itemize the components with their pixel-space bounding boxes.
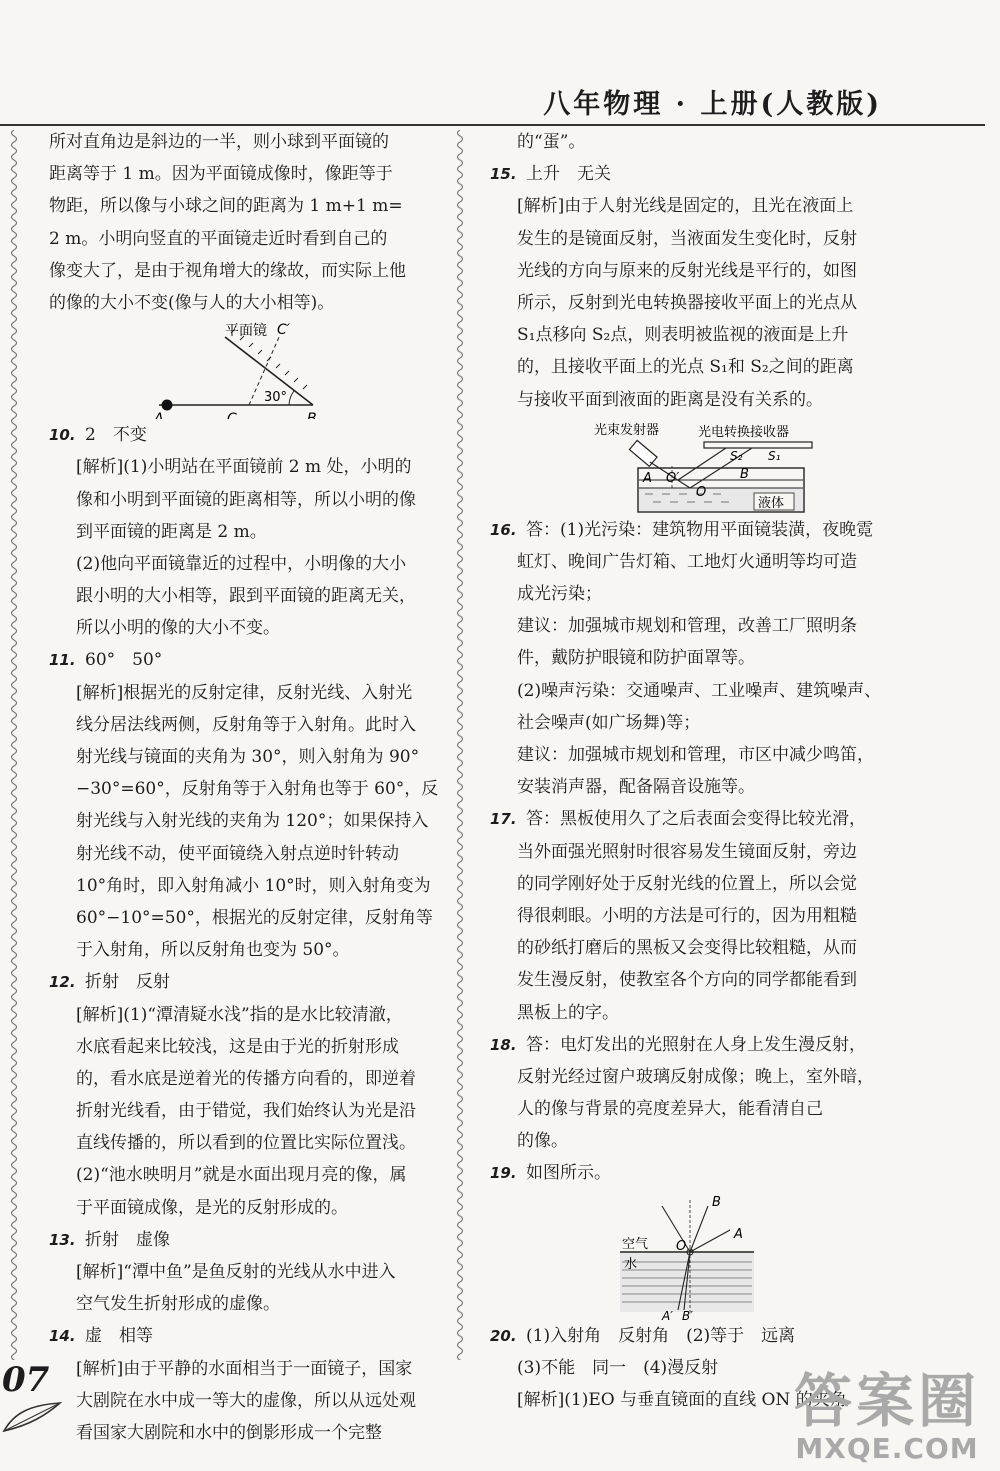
- receiver-label: 光电转换接收器: [698, 424, 790, 440]
- b-label: B: [307, 411, 317, 420]
- watermark: [793, 1367, 980, 1465]
- c-prime-label: C′: [277, 322, 290, 339]
- text-line: 建议：加强城市规划和管理，改善工厂照明条: [517, 616, 857, 637]
- question-20: [490, 1320, 890, 1352]
- question-number: 20.: [490, 1326, 517, 1345]
- text-line: 件，戴防护眼镜和防护面罩等。: [517, 648, 755, 669]
- answer: 60° 50°: [85, 650, 163, 671]
- text-line: [解析](1)EO 与垂直镜面的直线 ON 的夹角: [517, 1390, 847, 1410]
- text-line: 成光污染；: [517, 584, 602, 605]
- watermark-url: MXQE.COM: [795, 1432, 979, 1465]
- water-label: 水: [624, 1256, 638, 1272]
- text-line: −30°=60°，反射角等于入射角也等于 60°，反: [76, 779, 439, 800]
- text-line: 大剧院在水中成一等大的虚像，所以从远处观: [76, 1390, 416, 1411]
- watermark-main: 答案圈: [793, 1367, 980, 1435]
- question-number: 17.: [490, 810, 517, 829]
- text-line: 射光线不动，使平面镜绕入射点逆时针转动: [76, 843, 399, 864]
- text-line: 距离等于 1 m。因为平面镜成像时，像距等于: [49, 164, 393, 185]
- text-line: (2)他向平面镜靠近的过程中，小明像的大小: [76, 553, 407, 574]
- question-11: [49, 644, 439, 676]
- text-line: 的砂纸打磨后的黑板又会变得比较粗糙，从而: [517, 938, 857, 959]
- middle-wavy-border: [454, 130, 466, 1360]
- question-16: [490, 514, 890, 546]
- question-18: [490, 1029, 890, 1061]
- answer: 答：(1)光污染：建筑物用平面镜装潢，夜晚霓: [526, 519, 874, 540]
- text-line: 的，且接收平面上的光点 S₁和 S₂之间的距离: [517, 357, 854, 378]
- text-line: (2)“池水映明月”就是水面出现月亮的像，属: [76, 1165, 407, 1186]
- text-line: [解析](1)“潭清疑水浅”指的是水比较清澈，: [76, 1004, 403, 1025]
- text-line: 所对直角边是斜边的一半，则小球到平面镜的: [49, 132, 389, 152]
- text-line: 与接收平面到液面的距离是没有关系的。: [517, 389, 823, 410]
- question-10: [49, 419, 439, 451]
- text-line: 60°−10°=50°，根据光的反射定律，反射角等: [76, 907, 433, 928]
- question-17: [490, 803, 890, 835]
- a-label: A: [154, 411, 164, 420]
- text-line: [解析]“潭中鱼”是鱼反射的光线从水中进入: [76, 1262, 396, 1282]
- text-line: 社会噪声(如广场舞)等；: [517, 712, 701, 733]
- left-column: [49, 126, 439, 1449]
- text-line: 线分居法线两侧，反射角等于入射角。此时入: [76, 714, 416, 735]
- text-line: 2 m。小明向竖直的平面镜走近时看到自己的: [49, 228, 388, 249]
- answer: 折射 虚像: [85, 1229, 170, 1250]
- question-number: 10.: [49, 426, 76, 445]
- s2-label: S₂: [730, 448, 743, 463]
- answer: 如图所示。: [526, 1163, 611, 1184]
- text-line: 黑板上的字。: [517, 1002, 619, 1023]
- o-prime-label: O′: [666, 470, 680, 486]
- a-label: A: [734, 1226, 743, 1242]
- question-number: 14.: [49, 1327, 76, 1346]
- answer: (1)入射角 反射角 (2)等于 远离: [526, 1325, 796, 1346]
- answer: 2 不变: [85, 425, 147, 446]
- question-number: 16.: [490, 520, 517, 539]
- s1-label: S₁: [768, 448, 781, 463]
- text-line: 于入射角，所以反射角也变为 50°。: [76, 940, 350, 961]
- text-line: 得很刺眼。小明的方法是可行的，因为用粗糙: [517, 905, 857, 926]
- answer: 折射 反射: [85, 972, 170, 993]
- text-line: 于平面镜成像，是光的反射形成的。: [76, 1197, 348, 1218]
- answer: 答：电灯发出的光照射在人身上发生漫反射，: [526, 1034, 866, 1055]
- text-line: 的，看水底是逆着光的传播方向看的，即逆着: [76, 1068, 416, 1089]
- text-line: 跟小明的大小相等，跟到平面镜的距离无关，: [76, 586, 416, 607]
- answer: 答：黑板使用久了之后表面会变得比较光滑，: [526, 809, 866, 830]
- o-label: O: [676, 1238, 687, 1254]
- text-line: 的“蛋”。: [517, 132, 586, 152]
- o-label: O: [696, 484, 707, 500]
- page-number: 07: [2, 1360, 50, 1400]
- text-line: 的像的大小不变(像与人的大小相等)。: [49, 292, 335, 313]
- angle-label: 30°: [264, 390, 288, 406]
- text-line: 反射光经过窗户玻璃反射成像；晚上，室外暗，: [517, 1066, 874, 1087]
- text-line: [解析]根据光的反射定律，反射光线、入射光: [76, 682, 413, 703]
- text-line: 发生漫反射，使教室各个方向的同学都能看到: [517, 970, 857, 991]
- text-line: 看国家大剧院和水中的倒影形成一个完整: [76, 1422, 382, 1443]
- text-line: 到平面镜的距离是 2 m。: [76, 521, 267, 542]
- text-line: 射光线与镜面的夹角为 30°，则入射角为 90°: [76, 747, 420, 767]
- text-line: 所以小明的像的大小不变。: [76, 618, 280, 639]
- header-title: 八年物理 · 上册(人教版): [543, 89, 882, 120]
- text-line: (2)噪声污染：交通噪声、工业噪声、建筑噪声、: [517, 680, 882, 701]
- question-number: 15.: [490, 165, 517, 184]
- right-column: [490, 126, 890, 1416]
- text-line: 的同学刚好处于反射光线的位置上，所以会觉: [517, 873, 857, 894]
- b-label: B: [712, 1194, 721, 1210]
- b-label: B: [740, 466, 749, 482]
- question-number: 13.: [49, 1230, 76, 1249]
- text-line: 虹灯、晚间广告灯箱、工地灯火通明等均可造: [517, 551, 857, 572]
- liquid-level-figure: [490, 416, 890, 514]
- text-line: 折射光线看，由于错觉，我们始终认为光是沿: [76, 1101, 416, 1122]
- question-15: [490, 158, 890, 190]
- liquid-label: 液体: [758, 495, 785, 511]
- ball-dot: [162, 400, 173, 411]
- text-line: [解析]由于平静的水面相当于一面镜子，国家: [76, 1358, 413, 1379]
- c-label: C: [227, 411, 237, 420]
- mirror-label: 平面镜: [225, 323, 267, 340]
- answer: 上升 无关: [526, 164, 611, 185]
- question-14: [49, 1320, 439, 1352]
- text-line: 建议：加强城市规划和管理，市区中减少鸣笛，: [517, 745, 874, 765]
- air-label: 空气: [622, 1236, 649, 1252]
- left-wavy-border: [8, 130, 20, 1360]
- text-line: 的像。: [517, 1131, 568, 1152]
- a-prime-label: A′: [662, 1308, 673, 1320]
- question-12: [49, 966, 439, 998]
- text-line: 水底看起来比较浅，这是由于光的折射形成: [76, 1036, 399, 1057]
- question-number: 18.: [490, 1035, 517, 1054]
- emitter-label: 光束发射器: [594, 422, 660, 438]
- text-line: [解析](1)小明站在平面镜前 2 m 处，小明的: [76, 457, 412, 478]
- text-line: [解析]由于人射光线是固定的，且光在液面上: [517, 196, 854, 217]
- text-line: 当外面强光照射时很容易发生镜面反射，旁边: [517, 841, 857, 862]
- receiver-plate: [704, 442, 812, 448]
- text-line: 直线传播的，所以看到的位置比实际位置浅。: [76, 1133, 416, 1154]
- a-label: A: [643, 470, 652, 486]
- text-line: 像变大了，是由于视角增大的缘故，而实际上他: [49, 260, 406, 281]
- text-line: 物距，所以像与小球之间的距离为 1 m+1 m=: [49, 196, 403, 217]
- text-line: 安装消声器，配备隔音设施等。: [517, 777, 755, 798]
- b-prime-label: B′: [682, 1308, 693, 1320]
- question-19: [490, 1157, 890, 1189]
- text-line: 人的像与背景的亮度差异大，能看清自己: [517, 1099, 823, 1120]
- plane-mirror-figure: [49, 319, 439, 419]
- leaf-icon: [0, 1395, 70, 1439]
- text-line: 10°角时，即入射角减小 10°时，则入射角变为: [76, 875, 431, 896]
- text-line: (3)不能 同一 (4)漫反射: [517, 1357, 719, 1378]
- emitter-device: [629, 440, 657, 466]
- question-13: [49, 1224, 439, 1256]
- text-line: 所示，反射到光电转换器接收平面上的光点从: [517, 292, 857, 313]
- question-number: 19.: [490, 1164, 517, 1183]
- text-line: 空气发生折射形成的虚像。: [76, 1294, 280, 1315]
- question-number: 11.: [49, 651, 76, 670]
- text-line: 射光线与入射光线的夹角为 120°；如果保持入: [76, 811, 429, 832]
- refraction-figure: [490, 1190, 890, 1320]
- text-line: 光线的方向与原来的反射光线是平行的，如图: [517, 260, 857, 281]
- text-line: S₁点移向 S₂点，则表明被监视的液面是上升: [517, 325, 849, 346]
- question-number: 12.: [49, 973, 76, 992]
- text-line: 发生的是镜面反射，当液面发生变化时，反射: [517, 228, 857, 249]
- answer: 虚 相等: [85, 1326, 153, 1347]
- text-line: 像和小明到平面镜的距离相等，所以小明的像: [76, 489, 416, 510]
